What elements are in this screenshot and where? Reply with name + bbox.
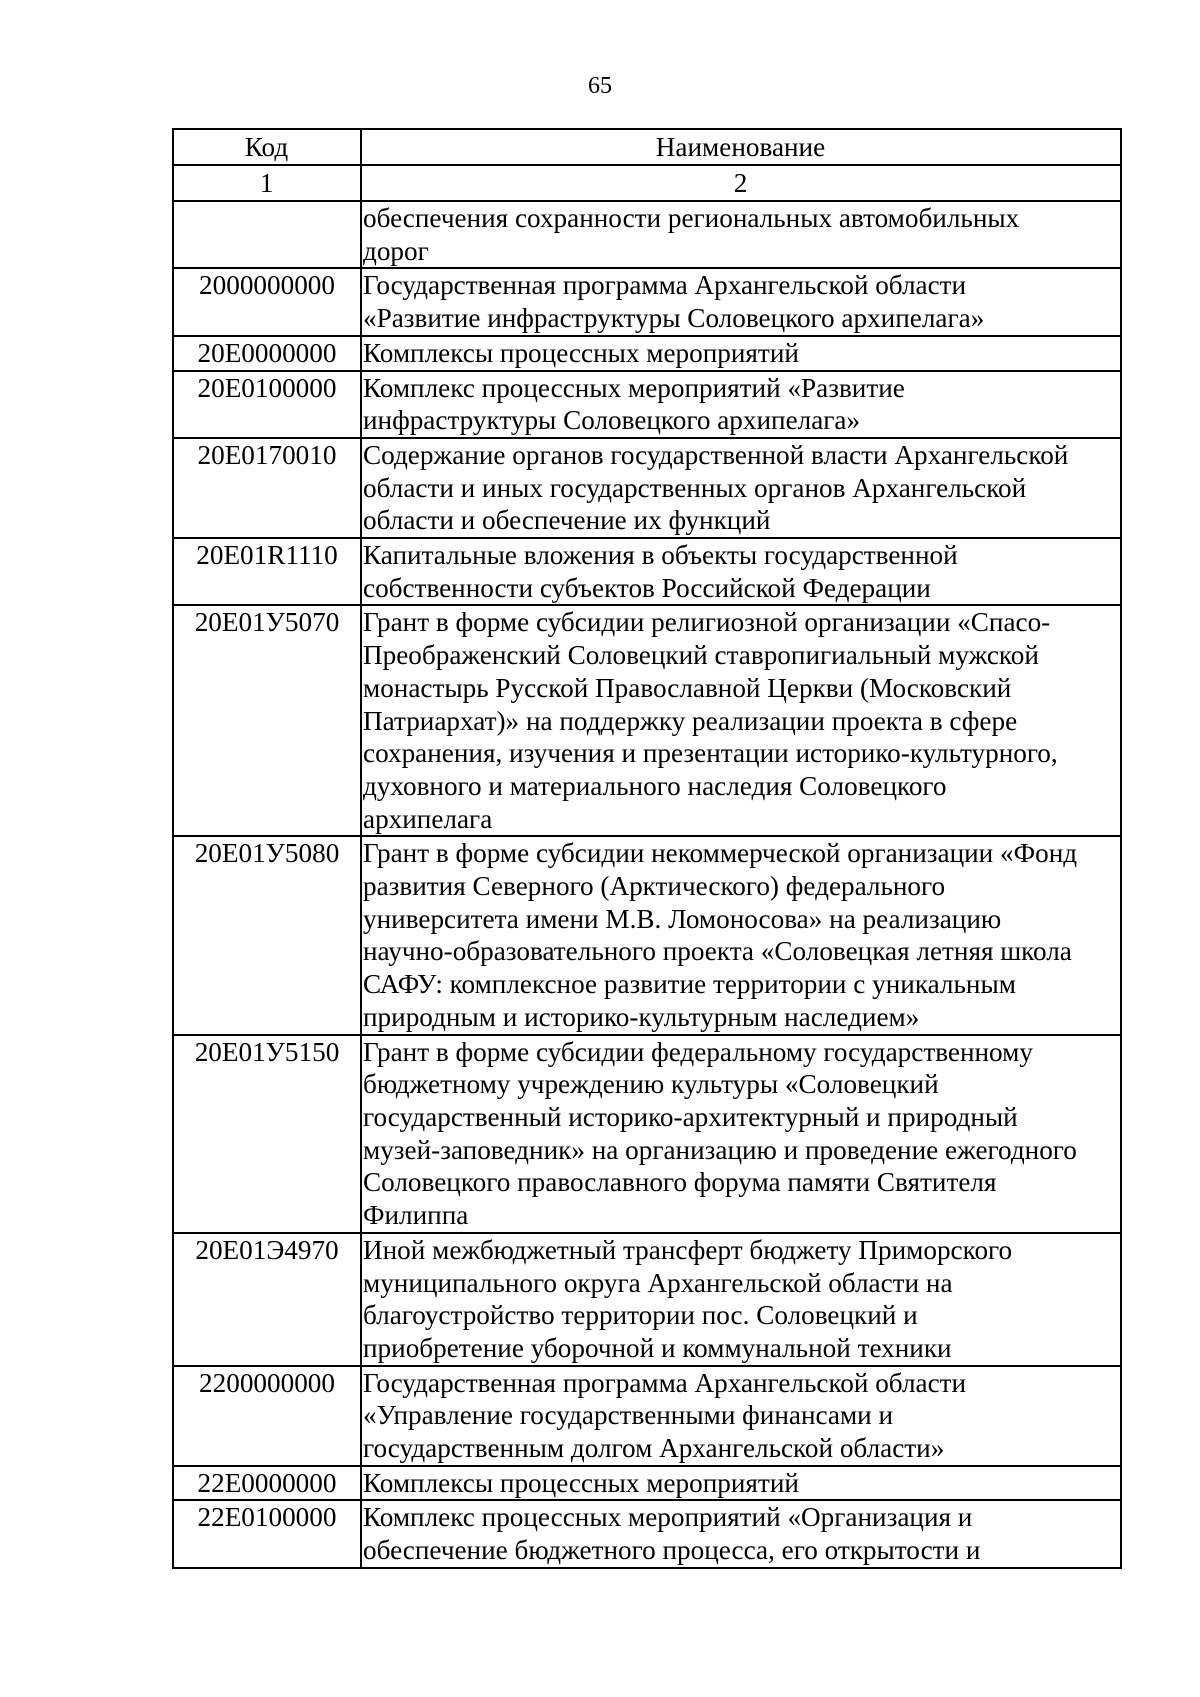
row-name-line: Преображенский Соловецкий ставропигиальный мужской (363, 640, 1039, 671)
row-name-line: дорог (363, 235, 429, 266)
row-name-line: Комплексы процессных мероприятий (363, 337, 799, 368)
row-name-line: архипелага (363, 803, 493, 834)
row-name-line: инфраструктуры Соловецкого архипелага» (363, 405, 861, 436)
row-code: 20Е01R1110 (173, 538, 361, 605)
row-name-line: университета имени М.В. Ломоносова» на реализацию (363, 903, 1002, 934)
row-code: 20Е0000000 (173, 336, 361, 371)
row-name (361, 336, 1121, 371)
row-name-line: развития Северного (Арктического) федерального (363, 871, 946, 902)
table-row (173, 1035, 1121, 1233)
row-name-line: Патриархат)» на поддержку реализации проекта в сфере (363, 705, 1018, 736)
row-name (361, 538, 1121, 605)
row-name (361, 1500, 1121, 1567)
table-row (173, 836, 1121, 1034)
row-code: 20Е01У5070 (173, 605, 361, 836)
table-row (173, 1466, 1121, 1501)
row-name-line: Соловецкого православного форума памяти Святителя (363, 1167, 997, 1198)
budget-codes-table (172, 128, 1122, 1569)
row-code: 20Е0170010 (173, 438, 361, 538)
row-name (361, 1035, 1121, 1233)
column-number-1: 1 (173, 165, 361, 201)
row-name-line: Комплекс процессных мероприятий «Организация и (363, 1502, 973, 1533)
row-name-line: Комплекс процессных мероприятий «Развитие (363, 372, 905, 403)
row-name-line: области и обеспечение их функций (363, 505, 771, 536)
table-row (173, 268, 1121, 335)
row-name-line: Государственная программа Архангельской области (363, 270, 967, 301)
table-row (173, 201, 1121, 268)
row-code: 20Е01Э4970 (173, 1233, 361, 1366)
row-code: 20Е01У5080 (173, 836, 361, 1034)
header-row (173, 129, 1121, 165)
row-name-line: Грант в форме субсидии религиозной организации «Спасо- (363, 607, 1051, 638)
row-name-line: обеспечения сохранности региональных автомобильных (363, 203, 1020, 233)
row-name-line: благоустройство территории пос. Соловецкий и (363, 1300, 918, 1331)
row-name-line: духовного и материального наследия Соловецкого (363, 770, 947, 801)
table-body (173, 201, 1121, 1568)
row-name-line: научно-образовательного проекта «Соловецкая летняя школа (363, 936, 1072, 967)
row-name-line: муниципального округа Архангельской области на (363, 1267, 953, 1298)
table-row (173, 1366, 1121, 1466)
row-code: 20Е01У5150 (173, 1035, 361, 1233)
row-name-line: государственный историко-архитектурный и природный (363, 1101, 1018, 1132)
row-name (361, 605, 1121, 836)
row-name-line: «Управление государственными финансами и (363, 1400, 894, 1431)
row-name-line: обеспечение бюджетного процесса, его открытости и (363, 1535, 981, 1566)
table-row (173, 336, 1121, 371)
row-name (361, 438, 1121, 538)
row-code: 2200000000 (173, 1366, 361, 1466)
table-header (173, 129, 1121, 201)
row-name-line: бюджетному учреждению культуры «Соловецкий (363, 1069, 939, 1100)
row-name (361, 201, 1121, 268)
row-name-line: музей-заповедник» на организацию и проведение ежегодного (363, 1134, 1077, 1165)
row-name (361, 1233, 1121, 1366)
row-name-line: Иной межбюджетный трансферт бюджету Приморского (363, 1234, 1013, 1265)
row-name-line: Филиппа (363, 1200, 469, 1231)
row-code: 22Е0100000 (173, 1500, 361, 1567)
row-name-line: САФУ: комплексное развитие территории с уникальным (363, 969, 1016, 1000)
row-name-line: Грант в форме субсидии федеральному государственному (363, 1036, 1033, 1067)
table-row (173, 371, 1121, 438)
row-name-line: государственным долгом Архангельской области» (363, 1433, 945, 1464)
row-name-line: сохранения, изучения и презентации историко-культурного, (363, 738, 1058, 769)
header-name: Наименование (361, 129, 1121, 165)
row-name (361, 371, 1121, 438)
row-name-line: «Развитие инфраструктуры Соловецкого архипелага» (363, 303, 985, 334)
row-name-line: Содержание органов государственной власти Архангельской (363, 439, 1069, 470)
row-name (361, 1366, 1121, 1466)
row-name (361, 836, 1121, 1034)
row-name (361, 268, 1121, 335)
table-row (173, 605, 1121, 836)
row-name-line: Комплексы процессных мероприятий (363, 1467, 799, 1498)
row-name-line: Капитальные вложения в объекты государственной (363, 540, 958, 571)
table-row (173, 538, 1121, 605)
row-name-line: монастырь Русской Православной Церкви (Московский (363, 672, 1012, 703)
row-name-line: Государственная программа Архангельской области (363, 1367, 967, 1398)
table-row (173, 1233, 1121, 1366)
column-number-2: 2 (361, 165, 1121, 201)
row-name-line: Грант в форме субсидии некоммерческой организации «Фонд (363, 838, 1078, 869)
header-code: Код (173, 129, 361, 165)
row-name-line: приобретение уборочной и коммунальной техники (363, 1332, 952, 1363)
page-number: 65 (588, 73, 612, 99)
row-name (361, 1466, 1121, 1501)
row-code: 2000000000 (173, 268, 361, 335)
table-row (173, 438, 1121, 538)
table-row (173, 1500, 1121, 1567)
row-name-line: области и иных государственных органов Архангельской (363, 472, 1027, 503)
row-code (173, 201, 361, 268)
row-code: 22Е0000000 (173, 1466, 361, 1501)
row-code: 20Е0100000 (173, 371, 361, 438)
row-name-line: природным и историко-культурным наследием» (363, 1001, 920, 1032)
row-name-line: собственности субъектов Российской Федерации (363, 572, 931, 603)
column-number-row (173, 165, 1121, 201)
